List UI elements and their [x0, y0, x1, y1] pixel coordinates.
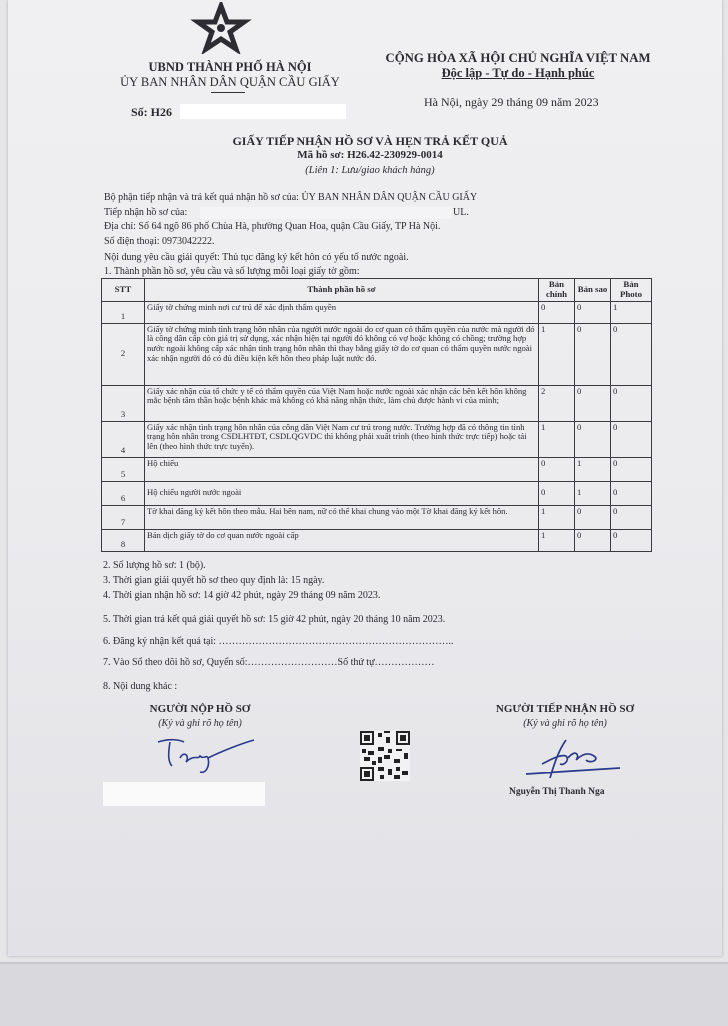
row-original: 0 — [539, 301, 575, 323]
row-stt: 1 — [102, 301, 145, 323]
row-copy: 0 — [575, 505, 611, 529]
receiver-title: NGƯỜI TIẾP NHẬN HỒ SƠ — [495, 703, 635, 715]
row-stt: 3 — [102, 385, 145, 421]
header-component: Thành phần hồ sơ — [145, 279, 539, 302]
place-date: Hà Nội, ngày 29 tháng 09 năm 2023 — [424, 95, 599, 109]
row-copy: 0 — [575, 421, 611, 457]
header-stt: STT — [102, 279, 145, 302]
document-code: Mã hồ sơ: H26.42-230929-0014 — [297, 149, 443, 161]
item-7: 7. Vào Sổ theo dõi hồ sơ, Quyển số:………………………Số thứ tự……………… — [103, 657, 435, 668]
row-desc: Tờ khai đăng ký kết hôn theo mẫu. Hai bên nam, nữ có thể khai chung vào một Tờ khai đăng ký kết hôn. — [145, 505, 539, 529]
row-desc: Hộ chiếu — [145, 457, 539, 481]
redaction-box — [103, 782, 265, 806]
row-copy: 0 — [575, 323, 611, 385]
row-stt: 2 — [102, 323, 145, 385]
second-page-edge — [0, 962, 728, 1026]
submitter-title: NGƯỜI NỘP HỒ SƠ — [149, 703, 251, 715]
row-desc: Giấy xác nhận của tổ chức y tế có thẩm quyền của Việt Nam hoặc nước ngoài xác nhận các bên kết hôn không mắc bệnh tâm thần hoặc bệnh khác mà không có khả năng nhận thức, làm chủ được hành vi của mình; — [145, 385, 539, 421]
agency-underline — [211, 92, 245, 93]
redaction-box — [200, 207, 452, 219]
table-row — [102, 481, 652, 505]
item-3: 3. Thời gian giải quyết hồ sơ theo quy định là: 15 ngày. — [103, 575, 325, 586]
row-stt: 7 — [102, 505, 145, 529]
header-copy: Bản sao — [575, 279, 611, 302]
table-row — [102, 457, 652, 481]
item-2: 2. Số lượng hồ sơ: 1 (bộ). — [103, 560, 206, 571]
row-copy: 0 — [575, 385, 611, 421]
section1-heading: 1. Thành phần hồ sơ, yêu cầu và số lượng mỗi loại giấy tờ gồm: — [104, 266, 360, 277]
row-original: 2 — [539, 385, 575, 421]
header-original: Bản chính — [539, 279, 575, 302]
row-original: 0 — [539, 457, 575, 481]
page-title: GIẤY TIẾP NHẬN HỒ SƠ VÀ HẸN TRẢ KẾT QUẢ — [232, 134, 508, 148]
documents-table — [101, 278, 652, 552]
row-desc: Bản dịch giấy tờ do cơ quan nước ngoài cấp — [145, 529, 539, 551]
row-stt: 8 — [102, 529, 145, 551]
row-photo: 1 — [611, 301, 652, 323]
header-photo: Bản Photo — [611, 279, 652, 302]
table-row — [102, 529, 652, 551]
address-line: Địa chỉ: Số 64 ngõ 86 phố Chùa Hà, phường Quan Hoa, quận Cầu Giấy, TP Hà Nội. — [104, 221, 441, 232]
table-row — [102, 301, 652, 323]
row-desc: Giấy xác nhận tình trạng hôn nhân của công dân Việt Nam cư trú trong nước. Trường hợp đã có thông tin tình trạng hôn nhân trong CSDLHTĐT, CSDLQGVDC thì không phải xuất trình (theo hình thức trực tiếp) hoặc tải lên (theo hình thức trực tuyến). — [145, 421, 539, 457]
row-photo: 0 — [611, 385, 652, 421]
redaction-box — [180, 104, 346, 119]
row-photo: 0 — [611, 421, 652, 457]
copy-note: (Liên 1: Lưu/giao khách hàng) — [305, 165, 435, 176]
row-stt: 5 — [102, 457, 145, 481]
document-number-label: Số: H26 — [131, 105, 173, 119]
row-original: 1 — [539, 421, 575, 457]
table-header-row — [102, 279, 652, 302]
national-motto: CỘNG HÒA XÃ HỘI CHỦ NGHĨA VIỆT NAM — [385, 51, 651, 65]
row-photo: 0 — [611, 323, 652, 385]
row-copy: 1 — [575, 481, 611, 505]
qr-code-icon — [360, 731, 410, 781]
receiver-office: Bộ phận tiếp nhận và trả kết quả nhận hồ sơ của: ỦY BAN NHÂN DÂN QUẬN CẦU GIẤY — [104, 192, 478, 203]
row-desc: Hộ chiếu người nước ngoài — [145, 481, 539, 505]
receiver-note: (Ký và ghi rõ họ tên) — [523, 718, 607, 729]
table-row — [102, 505, 652, 529]
row-copy: 0 — [575, 301, 611, 323]
row-original: 1 — [539, 505, 575, 529]
item-4: 4. Thời gian nhận hồ sơ: 14 giờ 42 phút, ngày 29 tháng 09 năm 2023. — [103, 590, 381, 601]
submitter-note: (Ký và ghi rõ họ tên) — [158, 718, 242, 729]
row-stt: 6 — [102, 481, 145, 505]
table-row — [102, 421, 652, 457]
row-desc: Giấy tờ chứng minh tình trạng hôn nhân của người nước ngoài do cơ quan có thẩm quyền của nước mà người đó là công dân cấp còn giá trị sử dụng, xác nhận hiện tại người đó không có vợ hoặc không có chồng; trường hợp nước ngoài không cấp xác nhận tình trạng hôn nhân thì thay bằng giấy tờ do cơ quan có thẩm quyền nước ngoài xác nhận người đó có đủ điều kiện kết hôn theo pháp luật nước đó. — [145, 323, 539, 385]
receiver-name: Nguyễn Thị Thanh Nga — [509, 787, 605, 797]
star-logo-icon — [190, 2, 252, 54]
table-row — [102, 385, 652, 421]
agency-line1: UBND THÀNH PHỐ HÀ NỘI — [148, 60, 312, 74]
row-original: 0 — [539, 481, 575, 505]
agency-line2: ỦY BAN NHÂN DÂN QUẬN CẦU GIẤY — [120, 75, 340, 89]
request-line: Nội dung yêu cầu giải quyết: Thủ tục đăng ký kết hôn có yếu tố nước ngoài. — [104, 252, 409, 263]
row-photo: 0 — [611, 481, 652, 505]
item-6: 6. Đăng ký nhận kết quả tại: …………………………………………………………….. — [103, 636, 454, 647]
item-8: 8. Nội dung khác : — [103, 681, 178, 692]
applicant-label: Tiếp nhận hồ sơ của: — [104, 207, 188, 218]
motto-subtitle: Độc lập - Tự do - Hạnh phúc — [441, 66, 595, 80]
row-desc: Giấy tờ chứng minh nơi cư trú để xác định thẩm quyền — [145, 301, 539, 323]
table-row — [102, 323, 652, 385]
row-photo: 0 — [611, 457, 652, 481]
row-copy: 0 — [575, 529, 611, 551]
row-original: 1 — [539, 323, 575, 385]
row-copy: 1 — [575, 457, 611, 481]
row-photo: 0 — [611, 505, 652, 529]
row-original: 1 — [539, 529, 575, 551]
receiver-signature — [520, 734, 630, 784]
item-5: 5. Thời gian trả kết quả giải quyết hồ sơ: 15 giờ 42 phút, ngày 20 tháng 10 năm 2023. — [103, 614, 446, 625]
submitter-signature — [150, 730, 260, 780]
applicant-suffix: UL. — [453, 207, 469, 218]
phone-line: Số điện thoại: 0973042222. — [104, 236, 215, 247]
row-photo: 0 — [611, 529, 652, 551]
row-stt: 4 — [102, 421, 145, 457]
